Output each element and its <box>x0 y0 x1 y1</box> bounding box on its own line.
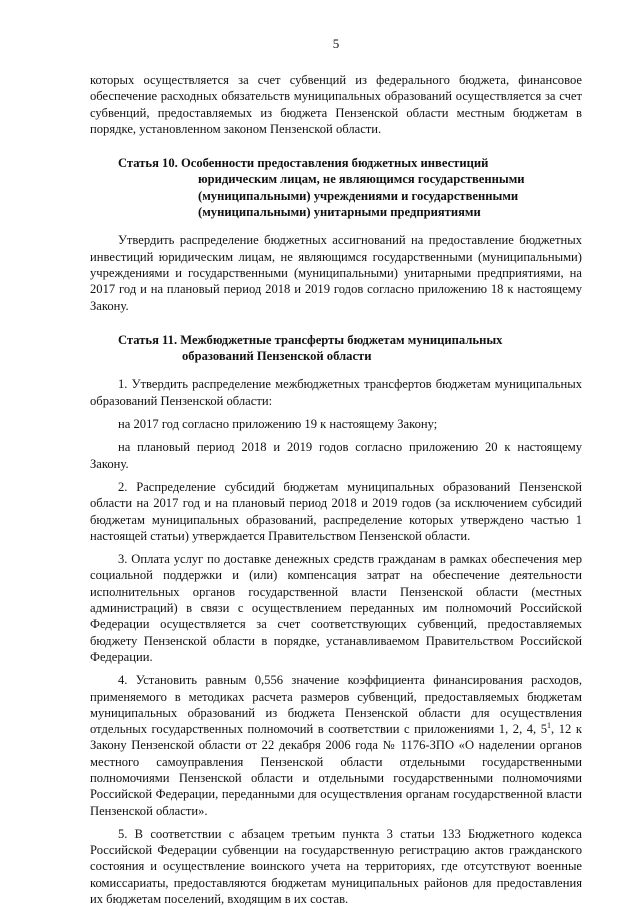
article-10-heading-line-3: (муниципальными) учреждениями и государственными <box>198 188 519 203</box>
article-11-paragraph-3: 3. Оплата услуг по доставке денежных средств гражданам в рамках обеспечения мер социальной поддержки и (или) компенсация затрат на обеспечение деятельности исполнительных органов государственной власти Пензенской области (местных администраций) в связи с осуществлением переданных им полномочий Российской Федерации осуществляется за счет соответствующих субвенций, предоставляемых бюджету Пензенской области в порядке, устанавливаемом Правительством Российской Федерации. <box>90 552 582 664</box>
article-10-paragraph: Утвердить распределение бюджетных ассигнований на предоставление бюджетных инвестиций юридическим лицам, не являющимся государственными (муниципальными) учреждениями и государственными (муниципальными) унитарными предприятиями, на 2017 год и на плановый период 2018 и 2019 годов согласно приложению 18 к настоящему Закону. <box>90 233 582 313</box>
article-10-heading <box>90 155 582 220</box>
article-11-heading <box>90 332 582 365</box>
article-10-heading-line-2: юридическим лицам, не являющимся государственными <box>198 172 525 187</box>
article-11-paragraph-4-part-2: , 12 к Закону Пензенской области от 22 декабря 2006 года № 1176-ЗПО «О наделении органов местного самоуправления Пензенской области отдельными государственными полномочиями Пензенской области и отдельными государственными полномочиями Российской Федерации, переданными для осуществления органам государственной власти Пензенской области». <box>90 722 582 818</box>
article-11-paragraph-4 <box>90 672 582 819</box>
article-11-paragraph-2: 2. Распределение субсидий бюджетам муниципальных образований Пензенской области на 2017 год и на плановый период 2018 и 2019 годов (за исключением субсидий бюджетам муниципальных образований, распределение которых утверждено частью 1 настоящей статьи) утверждается Правительством Пензенской области. <box>90 479 582 543</box>
article-11-paragraph-1a: на 2017 год согласно приложению 19 к настоящему Закону; <box>118 417 438 432</box>
article-11-paragraph-1: 1. Утвердить распределение межбюджетных трансфертов бюджетам муниципальных образований Пензенской области: <box>90 377 582 408</box>
article-10-heading-line-4: (муниципальными) унитарными предприятиями <box>198 205 481 220</box>
article-11-paragraph-4-superscript: 1 <box>547 720 552 730</box>
page-number: 5 <box>332 36 340 51</box>
article-11-paragraph-5: 5. В соответствии с абзацем третьим пункта 3 статьи 133 Бюджетного кодекса Российской Федерации субвенции на государственную регистрацию актов гражданского состояния и осуществление воинского учета на территориях, где отсутствуют военные комиссариаты, предоставляются бюджетам муниципальных районов для предоставления их бюджетам поселений, входящим в их состав. <box>90 826 582 907</box>
article-11-paragraph-1b: на плановый период 2018 и 2019 годов согласно приложению 20 к настоящему Закону. <box>90 440 582 471</box>
article-11-paragraph-4-part-1: 4. Установить равным 0,556 значение коэффициента финансирования расходов, применяемого в методиках расчета размеров субвенций, предоставляемых бюджетам муниципальных образований из бюджета Пензенской области для осуществления отдельных государственных полномочий в соответствии с приложениями 1, 2, 4, 5 <box>90 673 582 737</box>
article-11-heading-line-2: образований Пензенской области <box>182 349 372 364</box>
article-10-heading-line-1: Статья 10. Особенности предоставления бюджетных инвестиций <box>118 156 489 171</box>
article-11-heading-line-1: Статья 11. Межбюджетные трансферты бюджетам муниципальных <box>118 332 503 347</box>
intro-paragraph: которых осуществляется за счет субвенций из федерального бюджета, финансовое обеспечение расходных обязательств муниципальных образований осуществляется за счет субвенций, предоставляемых из бюджета Пензенской области местным бюджетам в порядке, установленном законом Пензенской области. <box>90 73 582 136</box>
